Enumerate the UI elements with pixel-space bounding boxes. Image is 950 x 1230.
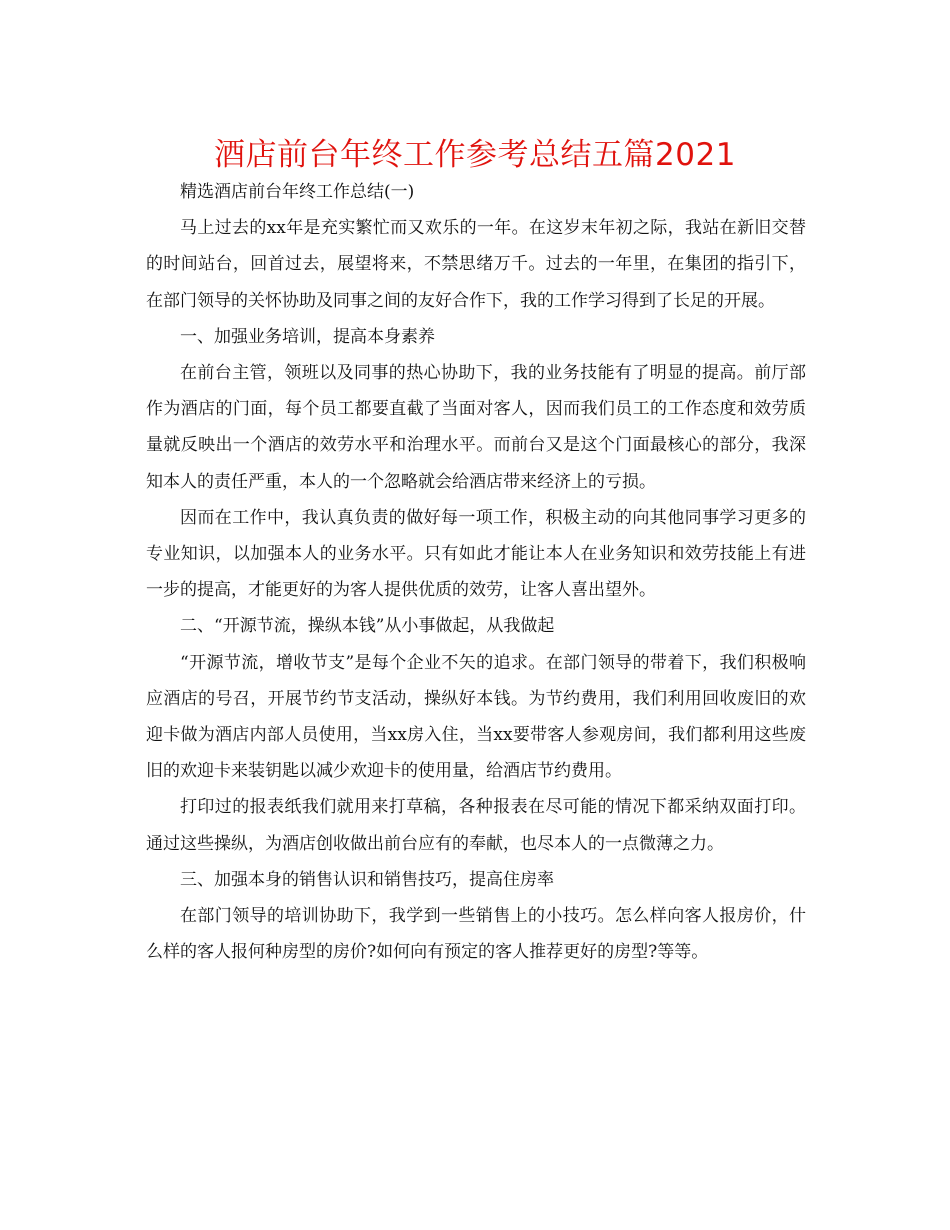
section-heading-3: 三、加强本身的销售认识和销售技巧，提高住房率 xyxy=(180,869,554,890)
document-title: 酒店前台年终工作参考总结五篇2021 xyxy=(214,137,736,173)
paragraph: “开源节流，增收节支”是每个企业不矢的追求。在部门领导的带着下，我们积极响应酒店的号召，开展节约节支活动，操纵好本钱。为节约费用，我们利用回收废旧的欢迎卡做为酒店内部人员使用，当xx房入住，当xx要带客人参观房间，我们都利用这些废旧的欢迎卡来装钥匙以减少欢迎卡的使用量，给酒店节约费用。 xyxy=(146,652,806,782)
section-heading-1: 一、加强业务培训，提高本身素养 xyxy=(180,326,435,347)
paragraph: 马上过去的xx年是充实繁忙而又欢乐的一年。在这岁末年初之际，我站在新旧交替的时间站台，回首过去，展望将来，不禁思绪万千。过去的一年里，在集团的指引下，在部门领导的关怀协助及同事之间的友好合作下，我的工作学习得到了长足的开展。 xyxy=(146,218,806,311)
document-body xyxy=(146,174,806,970)
paragraph: 打印过的报表纸我们就用来打草稿，各种报表在尽可能的情况下都采纳双面打印。通过这些操纵，为酒店创收做出前台应有的奉献，也尽本人的一点微薄之力。 xyxy=(146,797,806,854)
paragraph: 在部门领导的培训协助下，我学到一些销售上的小技巧。怎么样向客人报房价，什么样的客人报何种房型的房价?如何向有预定的客人推荐更好的房型?等等。 xyxy=(146,906,806,963)
paragraph: 在前台主管，领班以及同事的热心协助下，我的业务技能有了明显的提高。前厅部作为酒店的门面，每个员工都要直截了当面对客人，因而我们员工的工作态度和效劳质量就反映出一个酒店的效劳水平和治理水平。而前台又是这个门面最核心的部分，我深知本人的责任严重，本人的一个忽略就会给酒店带来经济上的亏损。 xyxy=(146,363,806,492)
section-heading-2: 二、“开源节流，操纵本钱”从小事做起，从我做起 xyxy=(180,616,555,637)
paragraph-subtitle: 精选酒店前台年终工作总结(一) xyxy=(180,182,415,202)
paragraph: 因而在工作中，我认真负责的做好每一项工作，积极主动的向其他同事学习更多的专业知识，以加强本人的业务水平。只有如此才能让本人在业务知识和效劳技能上有进一步的提高，才能更好的为客人提供优质的效劳，让客人喜出望外。 xyxy=(146,507,806,601)
